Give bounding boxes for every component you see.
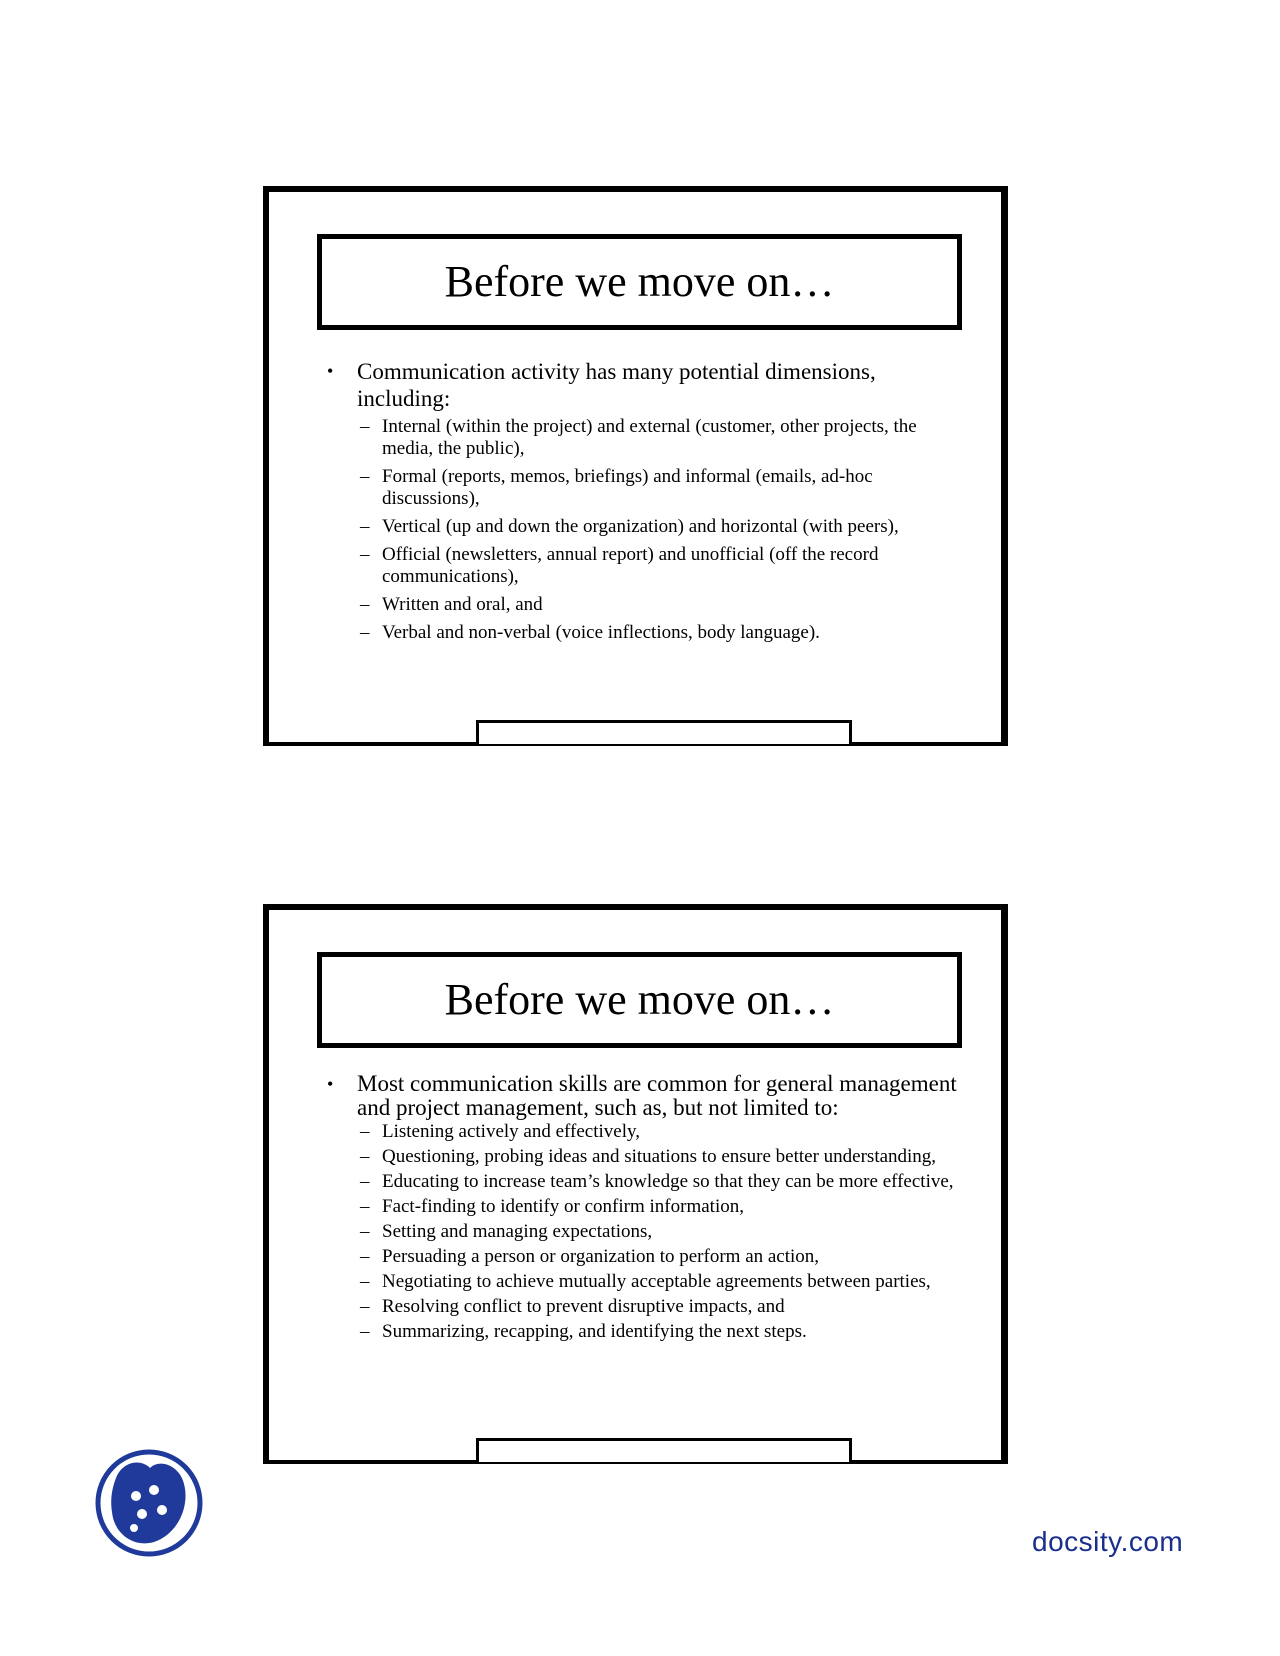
sub-item [360,1122,957,1142]
sub-item [360,1197,957,1217]
dash-marker: – [360,622,370,643]
sub-item-text: Internal (within the project) and external (customer, other projects, the media, the public), [382,416,917,459]
sub-item [360,466,957,510]
dash-marker: – [360,466,370,487]
sub-list [327,416,957,644]
docsity-logo-icon[interactable] [94,1448,204,1558]
sub-item [360,1322,957,1342]
sub-item-text: Official (newsletters, annual report) and unofficial (off the record communications), [382,544,879,587]
dash-marker: – [360,516,370,537]
sub-item [360,1297,957,1317]
slide-title: Before we move on… [317,952,962,1048]
sub-item-text: Persuading a person or organization to perform an action, [382,1246,820,1267]
sub-item [360,1147,957,1167]
brand-link[interactable]: docsity.com [1032,1526,1184,1557]
dash-marker: – [360,544,370,565]
sub-item [360,544,957,588]
sub-item-text: Educating to increase team’s knowledge so that they can be more effective, [382,1171,954,1192]
dash-marker: – [360,1271,370,1292]
sub-item-text: Listening actively and effectively, [382,1121,640,1142]
dash-marker: – [360,594,370,615]
dash-marker: – [360,1321,370,1342]
bullet-marker: • [327,361,334,381]
dash-marker: – [360,416,370,437]
sub-item [360,594,957,616]
bullet-item [327,1072,957,1120]
docsity-logo-graphic [94,1448,204,1558]
slide-title: Before we move on… [317,234,962,330]
bullet-text: Communication activity has many potential dimensions, including: [357,359,876,411]
sub-item-text: Fact-finding to identify or confirm information, [382,1196,744,1217]
sub-item-text: Formal (reports, memos, briefings) and informal (emails, ad-hoc discussions), [382,466,873,509]
slide-1 [263,186,1008,746]
dash-marker: – [360,1121,370,1142]
dash-marker: – [360,1221,370,1242]
sub-list [327,1122,957,1342]
sub-item-text: Verbal and non-verbal (voice inflections, body language). [382,622,820,643]
sub-item [360,622,957,644]
slide-content [327,1072,957,1347]
bullet-text: Most communication skills are common for general management and project management, such as, but not limited to: [357,1071,957,1120]
sub-item-text: Written and oral, and [382,594,543,615]
sub-item-text: Setting and managing expectations, [382,1221,653,1242]
slide-footer-tab [476,720,852,744]
slide-footer-tab [476,1438,852,1462]
bullet-marker: • [327,1074,334,1094]
sub-item-text: Vertical (up and down the organization) and horizontal (with peers), [382,516,899,537]
dash-marker: – [360,1246,370,1267]
sub-item [360,1247,957,1267]
sub-item [360,1222,957,1242]
sub-item [360,1272,957,1292]
slide-2 [263,904,1008,1464]
dash-marker: – [360,1171,370,1192]
sub-item [360,416,957,460]
bullet-item [327,358,957,412]
sub-item [360,516,957,538]
sub-item [360,1172,957,1192]
slide-content [327,358,957,650]
sub-item-text: Questioning, probing ideas and situations to ensure better understanding, [382,1146,937,1167]
sub-item-text: Resolving conflict to prevent disruptive impacts, and [382,1296,785,1317]
dash-marker: – [360,1146,370,1167]
sub-item-text: Summarizing, recapping, and identifying the next steps. [382,1321,807,1342]
sub-item-text: Negotiating to achieve mutually acceptable agreements between parties, [382,1271,931,1292]
dash-marker: – [360,1296,370,1317]
dash-marker: – [360,1196,370,1217]
